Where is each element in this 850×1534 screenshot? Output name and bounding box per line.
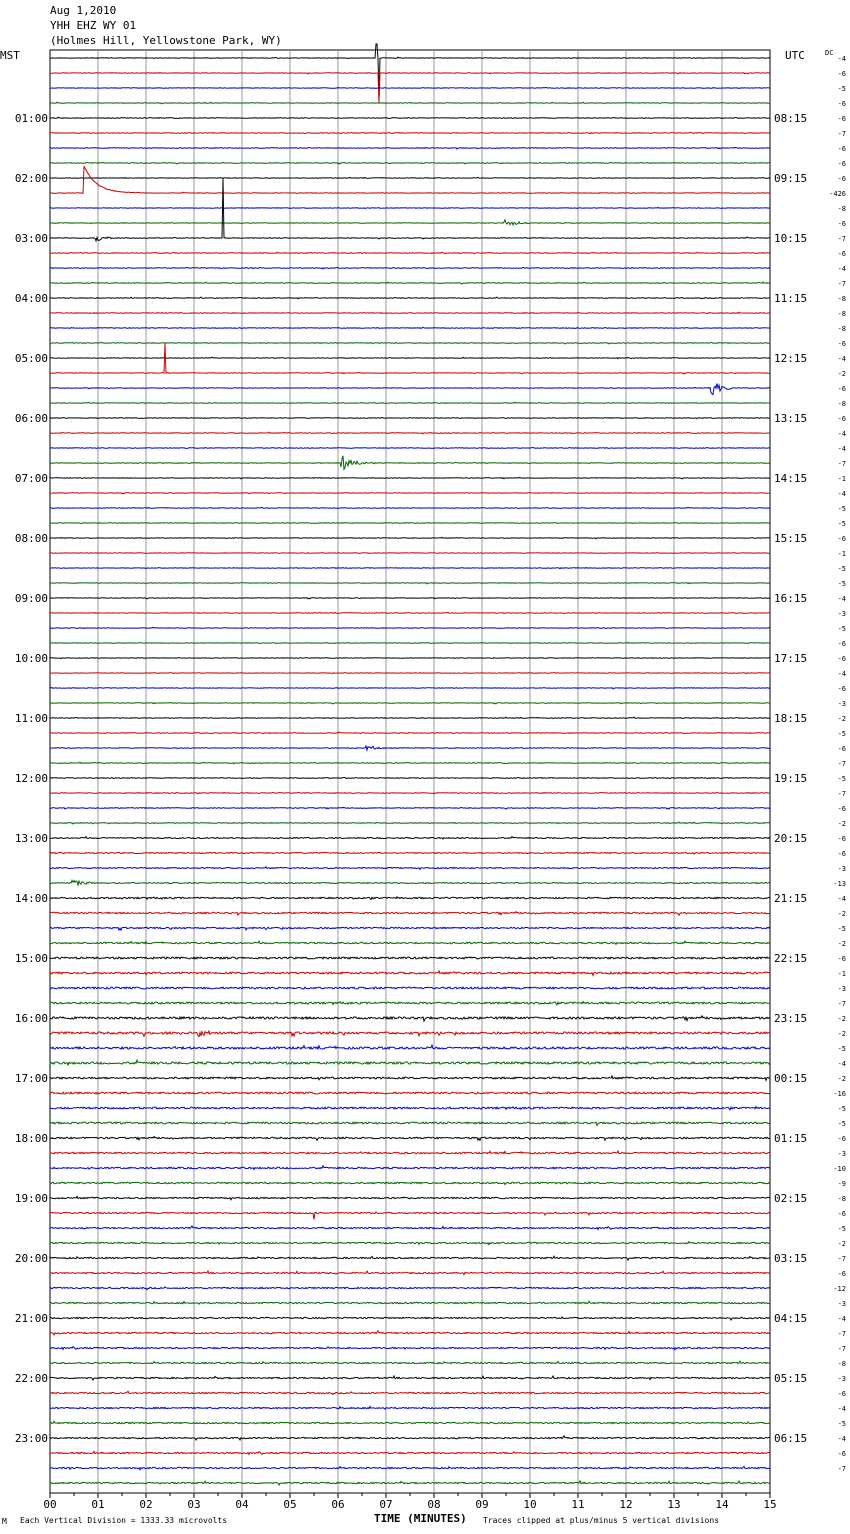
trace-row [50,357,770,359]
dc-offset-label: -2 [837,1240,846,1248]
dc-offset-label: -6 [837,1390,846,1398]
hour-label-left: 11:00 [14,712,48,725]
hour-label-left: 21:00 [14,1312,48,1325]
dc-offset-label: -2 [837,940,846,948]
trace-row [50,1466,770,1469]
trace-row [50,1196,770,1199]
dc-offset-label: -6 [837,850,846,858]
hour-label-right: 00:15 [774,1072,808,1085]
trace-row [50,1301,770,1304]
trace-row [50,448,770,449]
hour-label-left: 03:00 [14,232,48,245]
dc-offset-label: -4 [837,1435,846,1443]
hour-label-left: 18:00 [14,1132,48,1145]
dc-offset-label: -3 [837,1300,846,1308]
dc-offset-label: -1 [837,550,846,558]
hour-label-right: 12:15 [774,352,808,365]
dc-offset-label: -6 [837,835,846,843]
trace-row [50,1001,770,1004]
dc-offset-label: -6 [837,805,846,813]
dc-offset-label: -6 [837,640,846,648]
hour-label-right: 21:15 [774,892,808,905]
trace-row [50,1016,770,1021]
trace-row [50,1092,770,1094]
trace-row [50,1317,770,1320]
trace-row [50,1256,770,1260]
trace-row [50,477,770,478]
hour-label-left: 01:00 [14,112,48,125]
trace-row [50,1287,770,1290]
trace-row [50,598,770,599]
dc-offset-label: -7 [837,1345,846,1353]
x-tick-label: 07 [379,1498,393,1511]
dc-offset-label: -8 [837,400,846,408]
trace-row [50,1331,770,1335]
trace-row [50,297,770,299]
trace-row [50,568,770,569]
trace-row [50,852,770,854]
dc-offset-label: -3 [837,865,846,873]
trace-row [50,1166,770,1170]
hour-label-left: 04:00 [14,292,48,305]
hour-label-right: 20:15 [774,832,808,845]
trace-row [50,456,770,469]
trace-row [50,582,770,583]
x-tick-label: 15 [763,1498,777,1511]
trace-row [50,117,770,118]
trace-row [50,44,770,98]
dc-offset-label: -6 [837,1135,846,1143]
trace-row [50,627,770,628]
dc-offset-label: -6 [837,100,846,108]
trace-row [50,807,770,809]
hour-label-right: 03:15 [774,1252,808,1265]
hour-label-right: 18:15 [774,712,808,725]
trace-row [50,658,770,659]
dc-offset-label: -3 [837,700,846,708]
dc-offset-label: -6 [837,160,846,168]
hour-label-left: 17:00 [14,1072,48,1085]
dc-offset-label: -6 [837,70,846,78]
x-tick-label: 13 [667,1498,681,1511]
dc-offset-label: -2 [837,820,846,828]
trace-row [50,1481,770,1485]
trace-row [50,1271,770,1275]
station-label: YHH EHZ WY 01 [50,19,137,32]
location-label: (Holmes Hill, Yellowstone Park, WY) [50,34,282,47]
trace-row [50,1151,770,1154]
trace-row [50,383,770,394]
hour-label-right: 09:15 [774,172,808,185]
dc-offset-label: -6 [837,220,846,228]
trace-row [50,537,770,538]
trace-row [50,1226,770,1230]
hour-label-left: 05:00 [14,352,48,365]
trace-row [50,1182,770,1184]
hour-label-left: 20:00 [14,1252,48,1265]
dc-offset-label: -4 [837,1405,846,1413]
trace-row [50,178,770,241]
trace-row [50,252,770,254]
x-tick-label: 11 [571,1498,585,1511]
dc-offset-label: -8 [837,310,846,318]
x-tick-label: 08 [427,1498,441,1511]
x-axis-label: TIME (MINUTES) [374,1512,467,1525]
dc-offset-label: -4 [837,1060,846,1068]
dc-offset-label: -16 [833,1090,846,1098]
trace-row [50,1361,770,1364]
trace-row [50,493,770,494]
dc-offset-label: -4 [837,355,846,363]
dc-offset-label: -12 [833,1285,846,1293]
trace-row [50,792,770,793]
hour-label-left: 22:00 [14,1372,48,1385]
trace-row [50,1136,770,1140]
trace-row [50,1451,770,1454]
dc-offset-label: -6 [837,1270,846,1278]
hour-label-right: 16:15 [774,592,808,605]
dc-offset-label: -6 [837,115,846,123]
trace-row [50,1406,770,1409]
trace-row [50,971,770,976]
hour-label-right: 06:15 [774,1432,808,1445]
dc-offset-label: -5 [837,520,846,528]
hour-label-left: 08:00 [14,532,48,545]
dc-offset-label: -8 [837,295,846,303]
x-tick-label: 05 [283,1498,297,1511]
hour-label-right: 17:15 [774,652,808,665]
dc-offset-label: -5 [837,730,846,738]
dc-offset-label: -4 [837,595,846,603]
trace-row [50,87,770,88]
hour-label-right: 04:15 [774,1312,808,1325]
right-timezone-label: UTC [785,49,805,62]
trace-row [50,1376,770,1380]
trace-row [50,220,770,225]
dc-offset-label: -5 [837,1120,846,1128]
dc-offset-label: -7 [837,1255,846,1263]
dc-offset-label: -5 [837,505,846,513]
dc-offset-label: -7 [837,460,846,468]
dc-offset-label: -6 [837,250,846,258]
trace-row [50,102,770,104]
dc-offset-label: -6 [837,1210,846,1218]
dc-offset-label: -6 [837,340,846,348]
trace-row [50,867,770,870]
hour-label-left: 16:00 [14,1012,48,1025]
dc-offset-label: -8 [837,1195,846,1203]
dc-offset-label: -7 [837,760,846,768]
dc-offset-label: -13 [833,880,846,888]
trace-row [50,432,770,434]
x-tick-label: 01 [91,1498,105,1511]
left-timezone-label: MST [0,49,20,62]
dc-offset-label: -4 [837,55,846,63]
dc-offset-label: -5 [837,580,846,588]
dc-offset-label: -6 [837,955,846,963]
dc-offset-label: -8 [837,205,846,213]
hour-label-left: 15:00 [14,952,48,965]
dc-offset-label: -2 [837,370,846,378]
trace-row [50,1031,770,1037]
dc-offset-label: -10 [833,1165,846,1173]
trace-row [50,1060,770,1065]
x-tick-label: 09 [475,1498,489,1511]
dc-offset-label: -7 [837,1330,846,1338]
dc-offset-label: -6 [837,145,846,153]
dc-offset-label: -6 [837,175,846,183]
trace-row [50,523,770,524]
trace-row [50,1045,770,1049]
trace-row [50,822,770,824]
trace-row [50,642,770,643]
hour-label-right: 08:15 [774,112,808,125]
hour-label-right: 05:15 [774,1372,808,1385]
dc-offset-label: -4 [837,670,846,678]
trace-row [50,612,770,613]
trace-row [50,1436,770,1440]
dc-offset-label: -6 [837,685,846,693]
hour-label-right: 10:15 [774,232,808,245]
plot-frame [50,50,770,1493]
hour-label-right: 02:15 [774,1192,808,1205]
hour-label-right: 01:15 [774,1132,808,1145]
trace-row [50,342,770,344]
dc-offset-label: -2 [837,1030,846,1038]
trace-row [50,1421,770,1424]
hour-label-left: 09:00 [14,592,48,605]
scale-note: Each Vertical Division = 1333.33 microvolts [20,1516,228,1525]
trace-row [50,688,770,689]
hour-label-left: 13:00 [14,832,48,845]
trace-row [50,912,770,916]
hour-label-left: 07:00 [14,472,48,485]
dc-offset-label: -6 [837,535,846,543]
trace-row [50,897,770,900]
dc-offset-label: -6 [837,415,846,423]
trace-row [50,777,770,778]
trace-row [50,1076,770,1080]
dc-offset-label: -7 [837,280,846,288]
dc-offset-label: -5 [837,1225,846,1233]
dc-offset-label: -6 [837,655,846,663]
hour-label-right: 22:15 [774,952,808,965]
hour-label-left: 14:00 [14,892,48,905]
dc-offset-label: -8 [837,1360,846,1368]
hour-label-right: 13:15 [774,412,808,425]
dc-offset-label: -5 [837,625,846,633]
hour-label-left: 10:00 [14,652,48,665]
dc-offset-label: -1 [837,475,846,483]
trace-row [50,762,770,764]
clip-note: Traces clipped at plus/minus 5 vertical divisions [483,1516,720,1525]
trace-row [50,1122,770,1125]
trace-row [50,1391,770,1394]
trace-row [50,941,770,944]
dc-offset-label: -2 [837,1075,846,1083]
hour-label-right: 19:15 [774,772,808,785]
dc-offset-label: -5 [837,1420,846,1428]
trace-row [50,702,770,703]
trace-row [50,1242,770,1245]
trace-row [50,132,770,133]
dc-offset-label: -3 [837,610,846,618]
trace-row [50,717,770,718]
dc-offset-label: -6 [837,1450,846,1458]
dc-offset-label: -6 [837,385,846,393]
dc-offset-label: -7 [837,790,846,798]
x-tick-label: 12 [619,1498,633,1511]
dc-offset-label: -7 [837,235,846,243]
trace-row [50,837,770,839]
dc-offset-label: -7 [837,1000,846,1008]
dc-offset-label: -5 [837,85,846,93]
trace-row [50,746,770,750]
hour-label-left: 19:00 [14,1192,48,1205]
dc-offset-label: -4 [837,445,846,453]
dc-offset-label: -4 [837,430,846,438]
hour-label-right: 14:15 [774,472,808,485]
trace-row [50,1212,770,1220]
trace-row [50,553,770,554]
dc-offset-label: -5 [837,565,846,573]
trace-row [50,177,770,178]
dc-offset-label: -9 [837,1180,846,1188]
hour-label-left: 12:00 [14,772,48,785]
dc-offset-label: -5 [837,775,846,783]
trace-row [50,507,770,508]
x-tick-label: 14 [715,1498,729,1511]
date-label: Aug 1,2010 [50,4,117,17]
hour-label-left: 06:00 [14,412,48,425]
dc-offset-label: -3 [837,1375,846,1383]
dc-offset-label: -8 [837,325,846,333]
dc-offset-label: -6 [837,745,846,753]
trace-row [50,327,770,328]
trace-row [50,1107,770,1110]
dc-offset-label: -5 [837,1045,846,1053]
hour-label-right: 23:15 [774,1012,808,1025]
dc-offset-label: -3 [837,985,846,993]
dc-label: DC [825,49,834,57]
trace-row [50,1347,770,1350]
trace-row [50,732,770,734]
dc-offset-label: -7 [837,1465,846,1473]
dc-offset-label: -4 [837,490,846,498]
dc-offset-label: -7 [837,130,846,138]
x-tick-label: 03 [187,1498,201,1511]
x-tick-label: 02 [139,1498,153,1511]
trace-row [50,987,770,989]
trace-row [50,402,770,403]
trace-row [50,207,770,208]
dc-offset-label: -4 [837,1315,846,1323]
dc-offset-label: -3 [837,1150,846,1158]
trace-row [50,673,770,674]
trace-row [50,957,770,959]
trace-row [50,147,770,149]
x-tick-label: 00 [43,1498,57,1511]
dc-offset-label: -4 [837,265,846,273]
dc-offset-label: -2 [837,1015,846,1023]
hour-label-right: 11:15 [774,292,808,305]
dc-offset-label: -5 [837,925,846,933]
dc-offset-label: -1 [837,970,846,978]
trace-row [50,282,770,284]
dc-offset-label: -2 [837,715,846,723]
trace-row [50,267,770,269]
hour-label-left: 02:00 [14,172,48,185]
dc-offset-label: -5 [837,1105,846,1113]
x-tick-label: 06 [331,1498,345,1511]
trace-row [50,418,770,419]
hour-label-right: 15:15 [774,532,808,545]
trace-row [50,163,770,164]
dc-offset-label: -2 [837,910,846,918]
corner-mark: M [2,1517,7,1526]
dc-offset-label: -426 [829,190,846,198]
hour-label-left: 23:00 [14,1432,48,1445]
x-tick-label: 04 [235,1498,249,1511]
trace-row [50,312,770,313]
dc-offset-label: -4 [837,895,846,903]
trace-row [50,927,770,930]
x-tick-label: 10 [523,1498,537,1511]
trace-row [50,166,770,193]
trace-row [50,880,770,885]
